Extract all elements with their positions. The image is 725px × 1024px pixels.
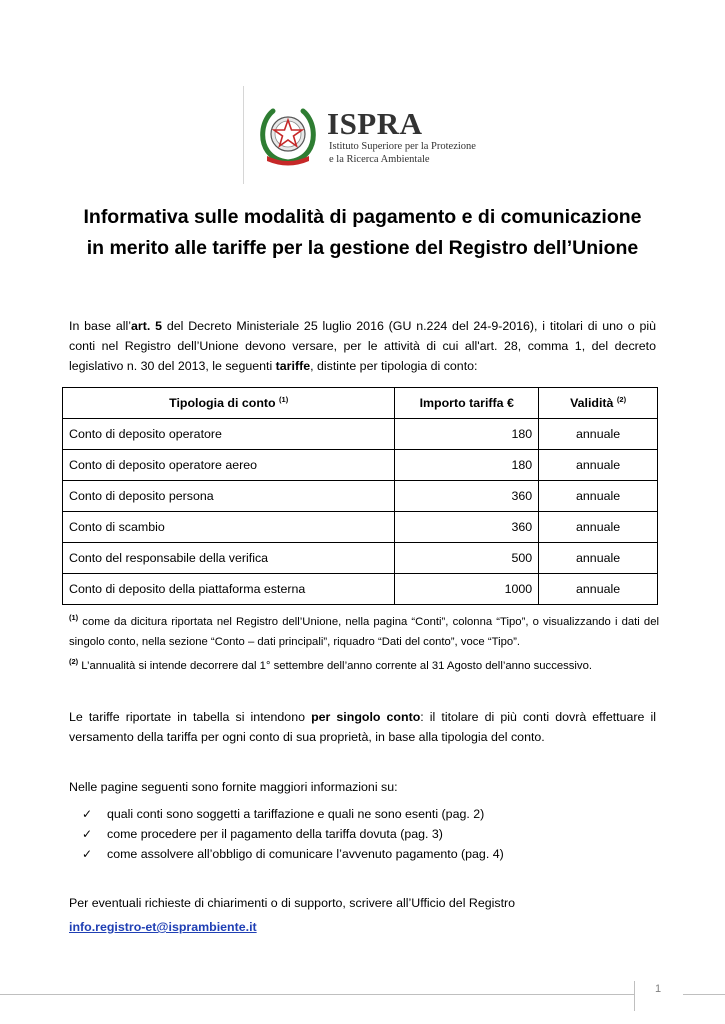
- list-item: ✓ come assolvere all’obbligo di comunicare l’avvenuto pagamento (pag. 4): [82, 844, 504, 864]
- row-amount: 1000: [395, 574, 539, 605]
- check-icon: ✓: [82, 827, 93, 841]
- row-amount: 360: [395, 512, 539, 543]
- contact-email-link[interactable]: info.registro-et@isprambiente.it: [69, 920, 257, 934]
- row-amount: 180: [395, 450, 539, 481]
- row-account-type: Conto di deposito operatore aereo: [63, 450, 395, 481]
- row-amount: 500: [395, 543, 539, 574]
- table-row: [63, 512, 658, 543]
- row-account-type: Conto del responsabile della verifica: [63, 543, 395, 574]
- header-account-type: Tipologia di conto $^{(1)}$: [63, 388, 395, 419]
- row-account-type: Conto di deposito persona: [63, 481, 395, 512]
- more-info-intro: Nelle pagine seguenti sono fornite maggiori informazioni su:: [69, 780, 398, 794]
- row-validity: annuale: [539, 543, 658, 574]
- table-header-row: [63, 388, 658, 419]
- header-validity: Validità $^{(2)}$: [539, 388, 658, 419]
- intro-paragraph: In base all’art. 5 del Decreto Ministeriale 25 luglio 2016 (GU n.224 del 24-9-2016), i titolari di uno o più conti nel Registro dell’Unione devono versare, per le attività di cui all'art. 28, comma 1, del decreto legislativo n. 30 del 2013, le seguenti tariffe, distinte per tipologia di conto:: [69, 319, 656, 373]
- row-validity: annuale: [539, 419, 658, 450]
- contact-text: Per eventuali richieste di chiarimenti o di supporto, scrivere all’Ufficio del Registro: [69, 896, 516, 910]
- list-item: ✓ come procedere per il pagamento della tariffa dovuta (pag. 3): [82, 824, 504, 844]
- footer-divider: [0, 994, 725, 995]
- row-amount: 180: [395, 419, 539, 450]
- row-account-type: Conto di scambio: [63, 512, 395, 543]
- footnote-2: $^{(2)}$ L’annualità si intende decorrere dal 1° settembre dell’anno corrente al 31 Agosto dell’anno successivo.: [69, 657, 592, 672]
- row-validity: annuale: [539, 450, 658, 481]
- row-validity: annuale: [539, 512, 658, 543]
- check-icon: ✓: [82, 847, 93, 861]
- row-account-type: Conto di deposito della piattaforma esterna: [63, 574, 395, 605]
- ispra-logo: [243, 86, 493, 184]
- logo-divider: [243, 86, 244, 184]
- row-amount: 360: [395, 481, 539, 512]
- tariff-table: [62, 387, 658, 605]
- table-row: [63, 419, 658, 450]
- row-account-type: Conto di deposito operatore: [63, 419, 395, 450]
- logo-subtitle-line2: e la Ricerca Ambientale: [329, 154, 430, 165]
- check-icon: ✓: [82, 807, 93, 821]
- row-validity: annuale: [539, 574, 658, 605]
- table-row: [63, 543, 658, 574]
- table-row: [63, 450, 658, 481]
- table-row: [63, 481, 658, 512]
- header-amount: Importo tariffa €: [395, 388, 539, 419]
- document-title-line1: Informativa sulle modalità di pagamento e di comunicazione: [83, 206, 642, 228]
- table-row: [63, 574, 658, 605]
- logo-subtitle-line1: Istituto Superiore per la Protezione: [329, 141, 476, 152]
- list-item: ✓ quali conti sono soggetti a tariffazione e quali ne sono esenti (pag. 2): [82, 804, 504, 824]
- page-number: 1: [654, 983, 662, 995]
- row-validity: annuale: [539, 481, 658, 512]
- footnote-1: $^{(1)}$ come da dicitura riportata nel Registro dell’Unione, nella pagina “Conti”, colonna “Tipo”, o visualizzando i dati del singolo conto, nella sezione “Conto – dati principali”, riquadro “Dati del conto”, voce “Tipo”.: [69, 613, 659, 648]
- info-checklist: [82, 804, 504, 864]
- per-account-paragraph: Le tariffe riportate in tabella si intendono per singolo conto: il titolare di più conti dovrà effettuare il versamento della tariffa per ogni conto di sua proprietà, in base alla tipologia del conto.: [69, 710, 656, 744]
- italian-emblem-icon: [257, 104, 319, 168]
- document-title-line2: in merito alle tariffe per la gestione del Registro dell’Unione: [86, 237, 639, 259]
- logo-name: ISPRA: [327, 106, 423, 141]
